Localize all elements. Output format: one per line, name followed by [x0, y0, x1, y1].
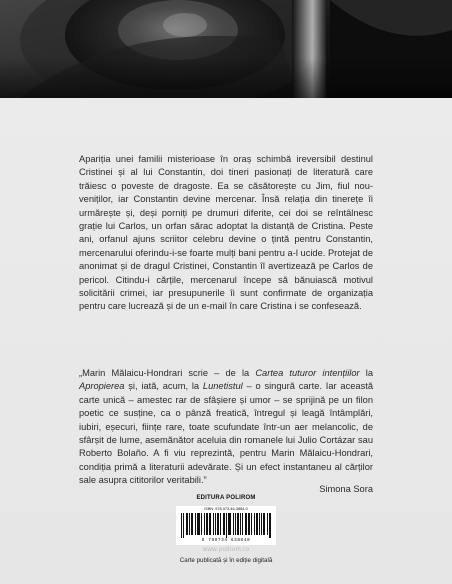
quote-text-1: „Marin Mălaicu-Hondrari scrie – de la	[79, 368, 256, 378]
quote-author: Simona Sora	[319, 484, 373, 494]
book-blurb: Apariția unei familii misterioase în oraș schimbă ireversibil destinul Cristinei și al lui Constantin, doi tineri pasionați de literatură care trăiesc o poveste de dragoste. Ea se căsătorește cu Jim, fiul nou-veniților, iar Constantin devine mercenar. Însă relația din tinerețe îi urmărește și, deși porniți pe drumuri diferite, cei doi se reîntâlnesc grație lui Carlos, un orfan sărac adoptat la distanță de Cristina. Peste ani, orfanul ajuns scriitor celebru devine o țintă pentru Constantin, mercenarului oferindu-i-se foarte mulți bani pentru a-l ucide. Protejat de anonimat și de dragul Cristinei, Constantin îl avertizează pe Carlos de pericol. Citindu-i cărțile, mercenarul începe să bănuiască motivul solicitării crimei, iar presupunerile îi sunt confirmate de organizația pentru care lucrează și de un e-mail în care Cristina i se confesează.	[79, 154, 373, 312]
critic-quote	[79, 367, 373, 488]
digital-edition-note: Carte publicată și în ediție digitală	[179, 557, 273, 564]
quote-book-title-1: Cartea tuturor intențiilor	[255, 368, 360, 378]
barcode-bars	[180, 513, 272, 538]
publisher-name: EDITURA POLIROM	[196, 495, 256, 501]
quote-text-2: la	[359, 368, 373, 378]
publisher-website: www.polirom.ro	[202, 546, 250, 553]
cover-photo-camera-lens	[0, 0, 452, 98]
isbn-number: ISBN: 978-973-46-3884-0	[204, 507, 248, 511]
quote-text-4: – o singură carte. Iar această carte unică – amestec rar de sfâșiere și umor – se sprijină pe un filon poetic ce susține, ca o pânză freatică, întregul și leagă întâmplări, iubiri, eșecuri, ființe rare, toate scufundate într-un aer melancolic, de sfârșit de lume, asemănător aceluia din romanele lui Julio Cortázar sau Roberto Bolaño. A fi viu reprezintă, pentru Marin Mălaicu-Hondrari, condiția primă a literaturii adevărate. Și un efect instantaneu al cărților sale asupra cititorilor veritabili.”	[79, 381, 373, 486]
quote-book-title-2: Apropierea	[79, 381, 125, 392]
quote-text-3: și, iată, acum, la	[124, 381, 203, 392]
quote-book-title-3: Lunetistul	[202, 381, 243, 392]
isbn-barcode	[176, 506, 276, 545]
barcode-digits: 9 789734 638840	[201, 538, 251, 543]
